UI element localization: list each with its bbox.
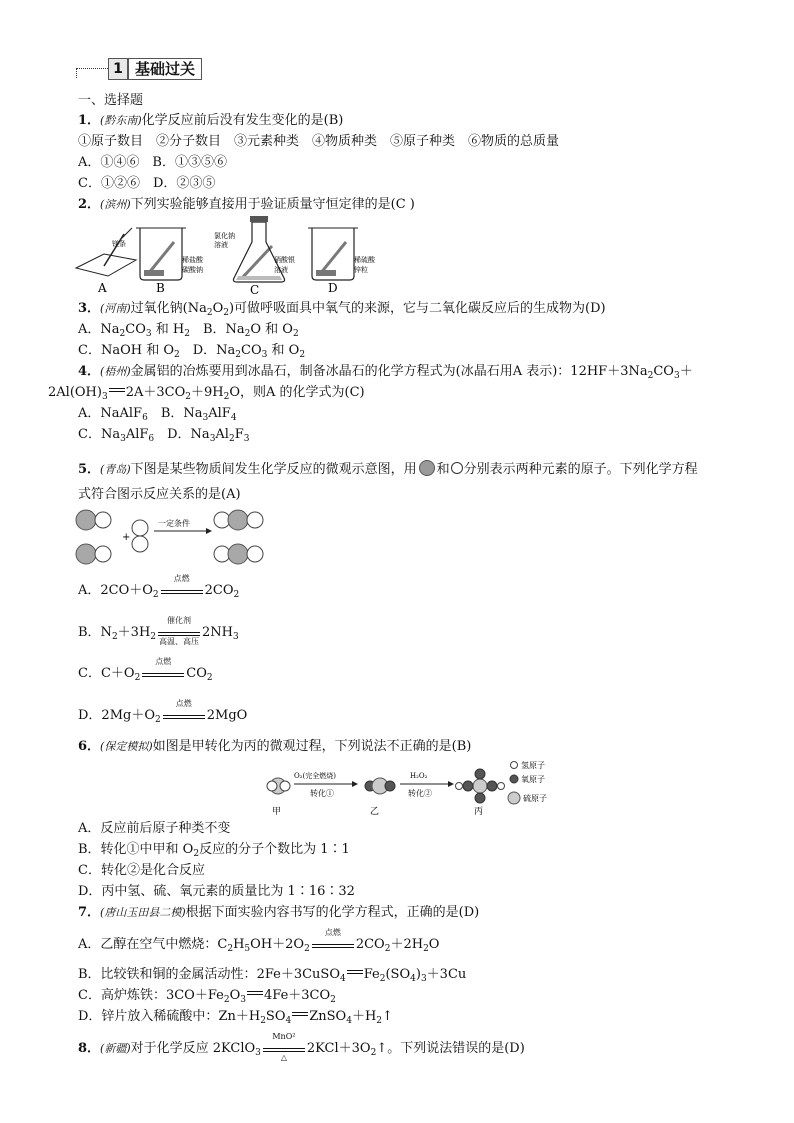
q7-source: (唐山玉田县二模) (100, 906, 186, 919)
q4-text: 金属铝的冶炼要用到冰晶石，制备冰晶石的化学方程式为(冰晶石用A 表示)：12HF＋3Na (130, 364, 648, 379)
part-title: 一、选择题 (78, 93, 144, 108)
fig-a-label: A (98, 281, 107, 295)
q5-text-a: 下图是某些物质间发生化学反应的微观示意图，用 (130, 462, 417, 477)
arrow1-step: 转化① (310, 789, 334, 798)
q6-source: (保定模拟) (100, 740, 153, 753)
fig-b-tag1: 稀盐酸 (182, 256, 203, 264)
fig-c-tag1b: 溶液 (214, 241, 228, 249)
q1-options-cd: C．①②⑥ D．②③⑤ (78, 176, 216, 191)
q5-d-cond: 点燃 (175, 699, 192, 708)
figure-d (308, 228, 376, 295)
svg-text:+: + (122, 532, 131, 543)
q4-line2-c: ＋9H (190, 385, 224, 400)
q3-stem: 3．(河南)过氧化钠$(Na_2O_2)$可做呼吸面具中氧气的来源，它与二氧化碳反应后的生成物为(D) (78, 301, 606, 318)
q1-stem (78, 112, 343, 130)
q8-text-b: 2KCl＋3O (306, 1041, 371, 1056)
q7-option-a: A．乙醇在空气中燃烧：$C_2H_5OH+2O_2$ 点燃 $2CO_2+2H_2O$ (78, 928, 440, 954)
q3-source: (河南) (100, 302, 131, 315)
q2-number: 2． (78, 197, 101, 212)
gray-atom-icon (417, 460, 437, 476)
q5-a-cond: 点燃 (173, 574, 190, 583)
q5-option-c: C．$C+O_2$ 点燃 $CO_2$ (78, 657, 213, 683)
q6-option-d: D．丙中氢、硫、氧元素的质量比为 1∶16∶32 (78, 884, 355, 899)
q4-number: 4． (78, 364, 101, 379)
q8-cond-top: MnO² (272, 1032, 296, 1041)
q7-d-label: D．锌片放入稀硫酸中： (78, 1009, 219, 1024)
q7-option-d: D．锌片放入稀硫酸中：$Zn+H_2SO_4$ $ZnSO_4+H_2↑$ (78, 1009, 393, 1026)
q4-stem: 4．(梧州)金属铝的冶炼要用到冰晶石，制备冰晶石的化学方程式为(冰晶石用A 表示)：$12HF+3Na_2CO_3+$ (78, 364, 693, 381)
fig-b-tag2: 碳酸钠 (182, 266, 203, 274)
q1-number: 1． (78, 113, 101, 128)
q7-c-label: C．高炉炼铁： (78, 988, 166, 1003)
q5-option-a: A．$2CO+O_2$ 点燃 $2CO_2$ (78, 574, 240, 600)
q7-text: 根据下面实验内容书写的化学方程式，正确的是(D) (185, 905, 480, 920)
label-yi: 乙 (370, 807, 380, 817)
section-number: 1 (108, 58, 128, 80)
q5-b-cond-top: 催化剂 (167, 616, 192, 625)
white-atom-icon (450, 461, 464, 475)
q6-option-c: C．转化②是化合反应 (78, 863, 205, 878)
q5-c-cond: 点燃 (155, 657, 172, 666)
q5-b-cond-bottom: 高温、高压 (159, 637, 200, 646)
fig-d-label: D (328, 281, 338, 295)
q6-b-text-b: 反应的分子个数比为 1∶1 (199, 842, 350, 857)
q5-text-c: 分别表示两种元素的原子。下列化学方程 (463, 462, 698, 477)
q8-text-c: ↑。下列说法错误的是(D) (376, 1041, 525, 1056)
q1-text: 化学反应前后没有发生变化的是(B) (141, 113, 344, 128)
q6-text: 如图是甲转化为丙的微观过程，下列说法不正确的是(B) (152, 739, 472, 754)
q7-number: 7． (78, 905, 101, 920)
q8-stem: 8．(新疆)对于化学反应 2KClO$_3$ MnO² △ $2KCl+3O_2↑$。下列说法错误的是(D) (78, 1032, 525, 1062)
q3-text-a: 过氧化钠(Na (130, 301, 207, 316)
fig-c-tag2b: 溶液 (274, 266, 288, 274)
q6-option-a: A．反应前后原子种类不变 (78, 821, 231, 836)
fig-a-tag: 镁条 (112, 240, 126, 248)
header-dots-vertical (76, 68, 77, 78)
legend-h: 氢原子 (521, 761, 545, 770)
q8-number: 8． (78, 1041, 101, 1056)
figure-b (136, 228, 204, 295)
q6-stem (78, 738, 471, 756)
q4-line2-b: 2A＋3CO (125, 385, 186, 400)
q5-stem-line2: 式符合图示反应关系的是(A) (78, 487, 241, 502)
fig-d-tag1: 稀硫酸 (354, 256, 375, 264)
q7-stem (78, 904, 479, 922)
q5-option-d: D．$2Mg+O_2$ 点燃 2MgO (78, 699, 248, 725)
q7-a-label: A．乙醇在空气中燃烧： (78, 937, 218, 952)
q6-number: 6． (78, 739, 101, 754)
q5-text-b: 和 (436, 462, 450, 477)
arrow1-cond: O₂(完全燃烧) (294, 772, 337, 780)
q8-text-a: 对于化学反应 2KClO (130, 1041, 256, 1056)
q4-options-cd: C．$Na_3AlF_6$ D．$Na_3Al_2F_3$ (78, 427, 250, 444)
q5-source: (青岛) (100, 463, 131, 476)
q4-source: (梧州) (100, 365, 131, 378)
q8-source: (新疆) (100, 1042, 131, 1055)
q5-number: 5． (78, 462, 101, 477)
label-bing: 丙 (474, 807, 484, 817)
q4-text-3: ＋ (679, 364, 693, 379)
q2-text: 下列实验能够直接用于验证质量守恒定律的是(C ) (130, 197, 415, 212)
figure-a (76, 228, 136, 295)
fig-c-tag2: 硝酸银 (274, 256, 295, 264)
fig-d-tag2: 锌粒 (354, 266, 368, 274)
q5-stem (78, 460, 698, 479)
q1-items: ①原子数目 ②分子数目 ③元素种类 ④物质种类 ⑤原子种类 ⑥物质的总质量 (78, 134, 560, 149)
q3-text-c: )可做呼吸面具中氧气的来源，它与二氧化碳反应后的生成物为(D) (228, 301, 606, 316)
q3-text-b: O (212, 301, 224, 316)
arrow2-cond: H₂O₂ (410, 772, 428, 780)
figure-c (214, 216, 295, 297)
fig-c-tag1: 氯化钠 (214, 232, 235, 240)
q4-stem-line2: $2Al(OH)_3$ $2A+3CO_2+9H_2O$，则A 的化学式为(C) (48, 385, 365, 402)
q7-a-cond: 点燃 (324, 928, 341, 937)
section-title: 基础过关 (128, 58, 202, 80)
fig-c-label: C (250, 283, 260, 297)
q1-source: (黔东南) (100, 114, 142, 127)
label-jia: 甲 (272, 807, 282, 817)
q2-source: (滨州) (100, 198, 131, 211)
q1-options-ab: A．①④⑥ B．①③⑤⑥ (78, 155, 227, 170)
q3-number: 3． (78, 301, 101, 316)
q4-text-2: CO (653, 364, 674, 379)
q7-option-c: C．高炉炼铁：$3CO+Fe_2O_3$ $4Fe+3CO_2$ (78, 988, 336, 1005)
legend-o: 氧原子 (521, 775, 545, 784)
q2-apparatus-figure (74, 216, 394, 298)
q4-options-ab: A．NaAlF$_6$ B．$Na_3AlF_4$ (78, 406, 237, 423)
q6-micro-diagram (262, 758, 562, 820)
arrow2-step: 转化② (408, 789, 432, 798)
header-dots (76, 68, 108, 69)
q3-options-cd: C．NaOH 和 $O_2$ D．$Na_2CO_3$ 和 $O_2$ (78, 343, 306, 360)
q2-stem (78, 196, 415, 214)
legend-s: 硫原子 (523, 794, 547, 803)
q5-cond-text: 一定条件 (158, 519, 190, 528)
q5-micro-diagram (74, 506, 274, 570)
q4-line2-d: O，则A 的化学式为(C) (229, 385, 365, 400)
q4-line2-a: 2Al(OH) (48, 385, 102, 400)
q7-option-b: B．比较铁和铜的金属活动性：2Fe＋3CuSO$_4$ $Fe_2(SO_4)_3+3Cu$ (78, 967, 467, 984)
fig-b-label: B (156, 281, 165, 295)
q6-b-text-a: B．转化①中甲和 O (78, 842, 194, 857)
q5-option-b: B．$N_2+3H_2$ 催化剂 高温、高压 $2NH_3$ (78, 616, 239, 646)
q8-cond-bottom: △ (280, 1053, 287, 1062)
q7-b-label: B．比较铁和铜的金属活动性： (78, 967, 257, 982)
section-header (76, 58, 216, 80)
q3-options-ab: A．$Na_2CO_3$ 和 $H_2$ B．$Na_2O$ 和 $O_2$ (78, 322, 299, 339)
q6-option-b: B．转化①中甲和 $O_2$反应的分子个数比为 1∶1 (78, 842, 350, 859)
